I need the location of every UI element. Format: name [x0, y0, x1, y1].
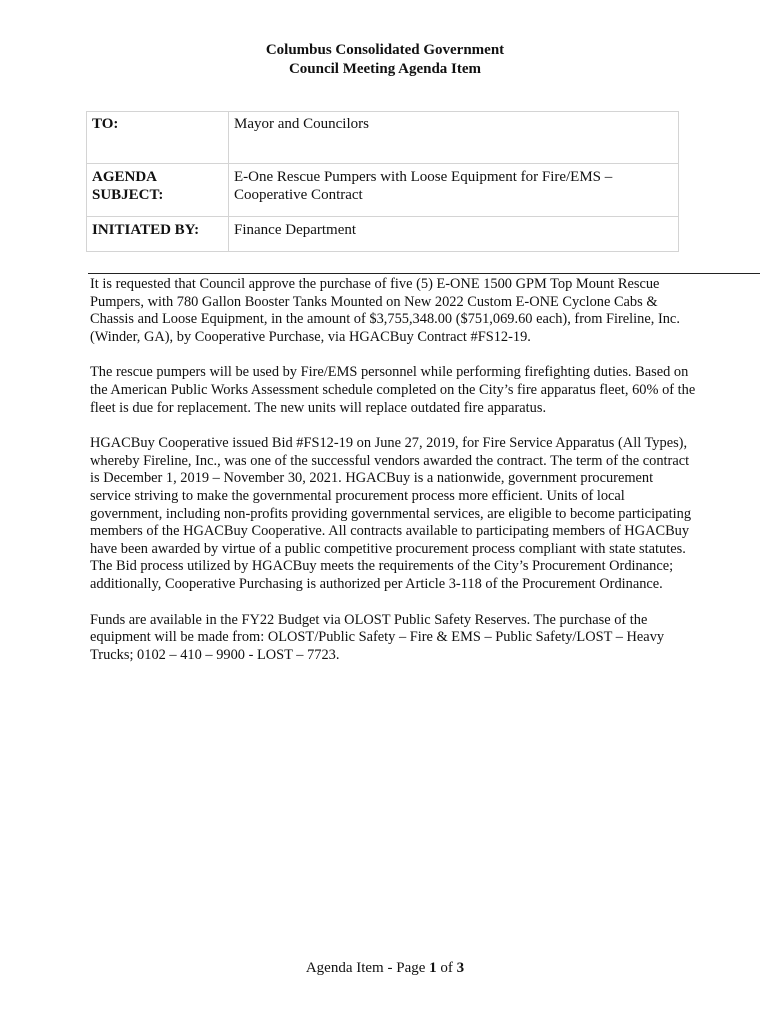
agenda-info-table — [86, 111, 679, 252]
text-line: (Winder, GA), by Cooperative Purchase, via HGACBuy Contract #FS12-19. — [90, 328, 531, 345]
document-body — [90, 276, 738, 682]
text-line: additionally, Cooperative Purchasing is authorized per Article 3-118 of the Procurement Ordinance. — [90, 575, 663, 592]
initiated-by-value: Finance Department — [229, 217, 679, 252]
text-line: is December 1, 2019 – November 30, 2021. HGACBuy is a nationwide, government procurement — [90, 470, 654, 487]
footer-of: of — [436, 960, 457, 976]
text-line: The Bid process utilized by HGACBuy meets the requirements of the City’s Procurement Ordinance; — [90, 558, 674, 575]
text-line: service striving to make the governmental procurement process more efficient. Units of local — [90, 487, 625, 504]
paragraph-usage — [90, 364, 738, 417]
section-divider — [88, 273, 760, 274]
text-line: Trucks; 0102 – 410 – 9900 - LOST – 7723. — [90, 646, 340, 663]
text-line: The rescue pumpers will be used by Fire/EMS personnel while performing firefighting duties. Based on — [90, 364, 689, 381]
paragraph-cooperative — [90, 435, 738, 593]
paragraph-request — [90, 276, 738, 346]
text-line: government, including non-profits providing governmental services, are eligible to become participating — [90, 505, 692, 522]
text-line: It is requested that Council approve the purchase of five (5) E-ONE 1500 GPM Top Mount Rescue — [90, 276, 660, 292]
footer-current-page: 1 — [429, 960, 437, 976]
subject-value-line1: E-One Rescue Pumpers with Loose Equipment for Fire/EMS – — [234, 169, 613, 185]
subject-value — [229, 164, 679, 217]
text-line: equipment will be made from: OLOST/Public Safety – Fire & EMS – Public Safety/LOST – Heavy — [90, 629, 665, 646]
page-footer — [0, 960, 770, 977]
text-line: Chassis and Loose Equipment, in the amount of $3,755,348.00 ($751,069.60 each), from Fireline, Inc. — [90, 311, 680, 328]
text-line: HGACBuy Cooperative issued Bid #FS12-19 on June 27, 2019, for Fire Service Apparatus (All Types), — [90, 435, 688, 452]
subject-label — [87, 164, 229, 217]
text-line: fleet is due for replacement. The new units will replace outdated fire apparatus. — [90, 399, 547, 416]
text-line: the American Public Works Assessment schedule completed on the City’s fire apparatus fleet, 60% of the — [90, 381, 696, 398]
text-line: members of the HGACBuy Cooperative. All contracts available to participating members of HGACBuy — [90, 523, 690, 540]
info-row-initiated-by — [87, 217, 679, 252]
document-header — [0, 41, 770, 79]
subject-value-line2: Cooperative Contract — [234, 187, 363, 203]
subject-label-line2: SUBJECT: — [92, 187, 164, 203]
subject-label-line1: AGENDA — [92, 169, 158, 185]
initiated-by-label: INITIATED BY: — [87, 217, 229, 252]
text-line: whereby Fireline, Inc., was one of the successful vendors awarded the contract. The term of the contract — [90, 452, 690, 469]
text-line: Funds are available in the FY22 Budget via OLOST Public Safety Reserves. The purchase of the — [90, 611, 648, 628]
header-document-type: Council Meeting Agenda Item — [288, 61, 482, 77]
text-line: have been awarded by virtue of a public competitive procurement process compliant with state statutes. — [90, 540, 686, 557]
header-organization: Columbus Consolidated Government — [265, 42, 505, 58]
to-label: TO: — [87, 112, 229, 164]
info-row-subject — [87, 164, 679, 217]
footer-total-pages: 3 — [456, 960, 465, 976]
paragraph-funding — [90, 612, 738, 665]
text-line: Pumpers, with 780 Gallon Booster Tanks Mounted on New 2022 Custom E-ONE Cyclone Cabs & — [90, 293, 658, 310]
info-row-to — [87, 112, 679, 164]
footer-prefix: Agenda Item - Page — [305, 960, 430, 976]
to-value: Mayor and Councilors — [229, 112, 679, 164]
